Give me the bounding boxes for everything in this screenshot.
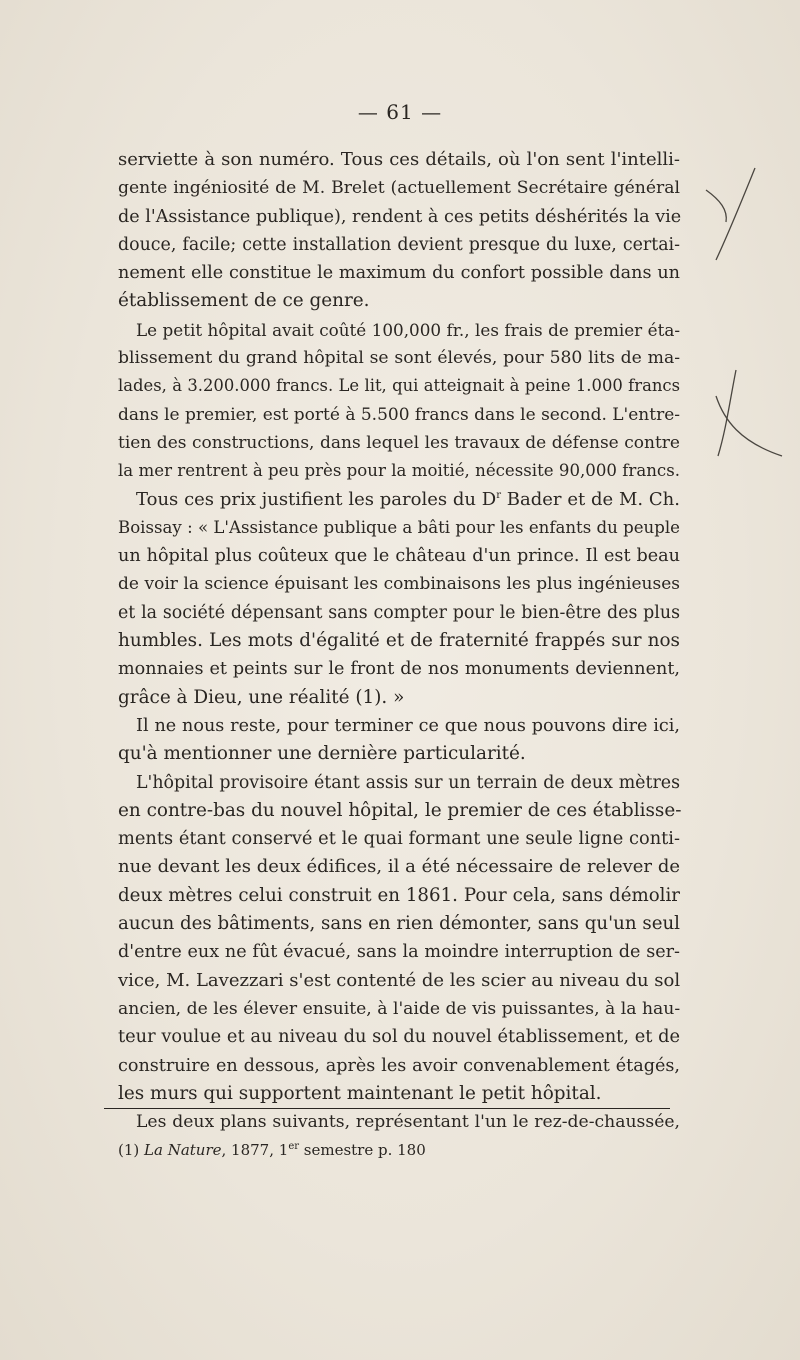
superscript: r <box>496 489 501 501</box>
text-line: d'entre eux ne fût évacué, sans la moindre interruption de ser- <box>118 942 680 963</box>
text-line: construire en dessous, après les avoir convenablement étagés, <box>118 1055 680 1076</box>
text-line: teur voulue et au niveau du sol du nouvel établissement, et de <box>118 1026 680 1048</box>
pencil-cross-mark-top <box>700 160 770 270</box>
text-segment: Bader et de M. Ch. <box>501 488 680 510</box>
text-line: Le petit hôpital avait coûté 100,000 fr., les frais de premier éta- <box>136 319 680 340</box>
text-line: tien des constructions, dans lequel les travaux de défense contre <box>118 432 680 453</box>
text-line: Boissay : « L'Assistance publique a bâti pour les enfants du peuple <box>118 517 680 537</box>
text-line: gente ingéniosité de M. Brelet (actuellement Secrétaire général <box>118 178 680 199</box>
text-line: un hôpital plus coûteux que le château d'un prince. Il est beau <box>118 546 680 567</box>
text-line: aucun des bâtiments, sans en rien démonter, sans qu'un seul <box>118 913 680 935</box>
footnote-rule <box>104 1108 670 1109</box>
text-line: qu'à mentionner une dernière particularité. <box>118 743 526 765</box>
text-line: les murs qui supportent maintenant le petit hôpital. <box>118 1082 602 1104</box>
text-line: ments étant conservé et le quai formant une seule ligne conti- <box>118 828 680 850</box>
text-line: établissement de ce genre. <box>118 290 370 312</box>
text-line: la mer rentrent à peu près pour la moitié, nécessite 90,000 francs. <box>118 461 680 481</box>
text-line <box>118 486 680 514</box>
text-line: douce, facile; cette installation devient presque du luxe, certai- <box>118 234 680 255</box>
footnote <box>118 1141 426 1159</box>
pencil-cross-mark-bottom <box>700 360 790 470</box>
text-line: ancien, de les élever ensuite, à l'aide de vis puissantes, à la hau- <box>118 998 681 1019</box>
text-line: grâce à Dieu, une réalité (1). » <box>118 686 405 708</box>
text-line: L'hôpital provisoire étant assis sur un terrain de deux mètres <box>136 772 680 793</box>
body-text <box>118 146 680 1136</box>
page-number: — 61 — <box>357 100 443 124</box>
text-line: et la société dépensant sans compter pour le bien-être des plus <box>118 602 680 623</box>
text-line: serviette à son numéro. Tous ces détails, où l'on sent l'intelli- <box>118 149 680 170</box>
text-line: Il ne nous reste, pour terminer ce que nous pouvons dire ici, <box>136 715 680 736</box>
text-segment: Tous ces prix justifient les paroles du D <box>136 488 497 510</box>
footnote-rest: semestre p. 180 <box>299 1141 426 1159</box>
text-line: de voir la science épuisant les combinaisons les plus ingénieuses <box>118 574 680 595</box>
text-line: de l'Assistance publique), rendent à ces petits déshérités la vie <box>118 206 682 227</box>
text-line: monnaies et peints sur le front de nos monuments deviennent, <box>118 659 680 680</box>
footnote-source: La Nature <box>144 1141 222 1159</box>
text-line: deux mètres celui construit en 1861. Pour cela, sans démolir <box>118 884 680 906</box>
text-line: lades, à 3.200.000 francs. Le lit, qui atteignait à peine 1.000 francs <box>118 376 680 396</box>
superscript: er <box>288 1141 300 1152</box>
footnote-year: , 1877, 1 <box>221 1141 289 1159</box>
text-line: nue devant les deux édifices, il a été nécessaire de relever de <box>118 856 680 878</box>
text-line: vice, M. Lavezzari s'est contenté de les scier au niveau du sol <box>118 969 681 991</box>
text-line: Les deux plans suivants, représentant l'un le rez-de-chaussée, <box>136 1112 680 1133</box>
text-line: humbles. Les mots d'égalité et de fraternité frappés sur nos <box>118 630 680 652</box>
text-line: en contre-bas du nouvel hôpital, le premier de ces établisse- <box>118 799 682 821</box>
footnote-number: (1) <box>118 1141 140 1159</box>
text-line: blissement du grand hôpital se sont élevés, pour 580 lits de ma- <box>118 348 680 369</box>
text-line: dans le premier, est porté à 5.500 francs dans le second. L'entre- <box>118 404 680 425</box>
text-line: nement elle constitue le maximum du confort possible dans un <box>118 263 680 284</box>
